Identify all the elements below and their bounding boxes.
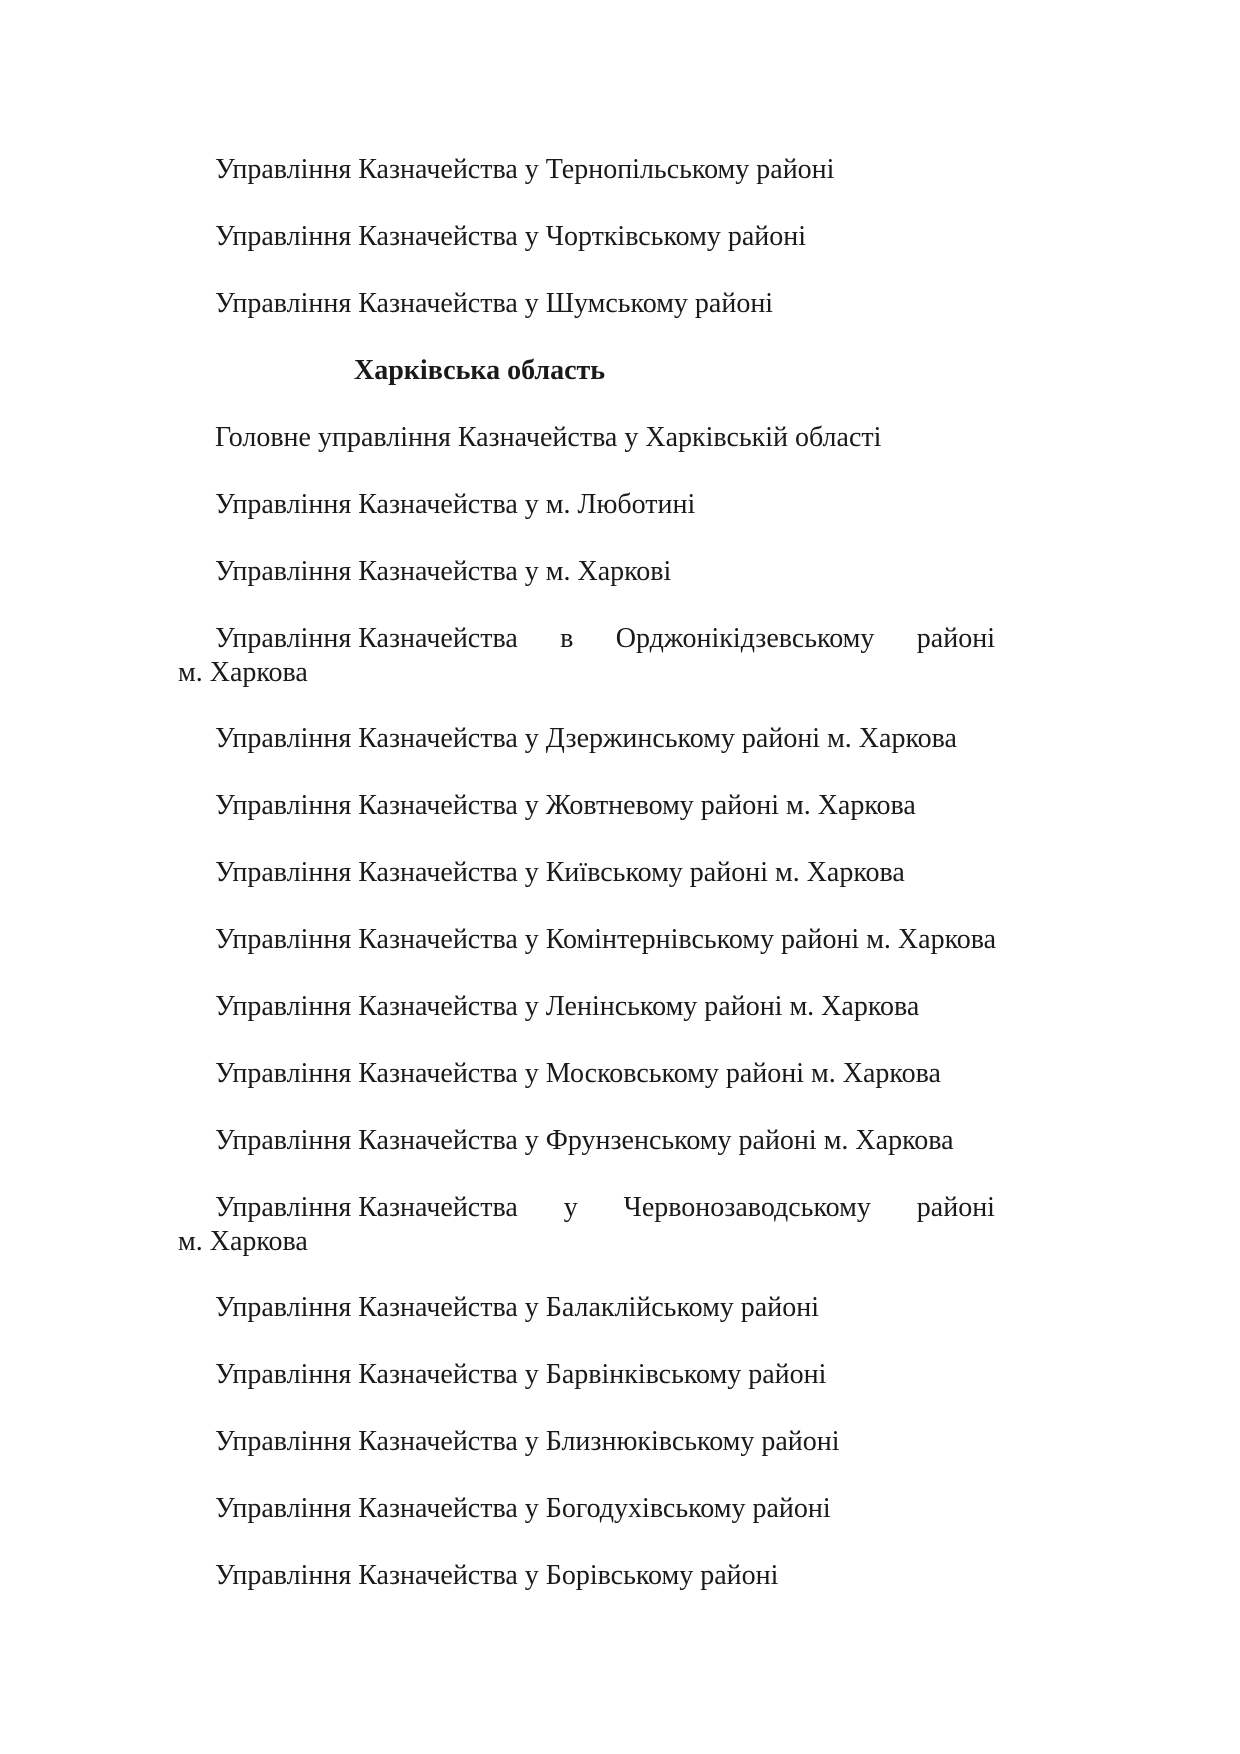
list-item: Управління Казначейства у Дзержинському районі м. Харкова: [215, 723, 957, 754]
list-item: Управління Казначейства у Борівському районі: [215, 1560, 779, 1591]
list-item-word: районі: [916, 1192, 995, 1223]
section-heading: Харківська область: [354, 355, 606, 386]
list-item-continuation: м. Харкова: [178, 657, 308, 688]
list-item-word: Орджонікідзевському: [615, 623, 875, 654]
list-item: Управління Казначейства у Московському районі м. Харкова: [215, 1058, 941, 1089]
list-item-word: Управління Казначейства: [215, 623, 518, 654]
list-item: Управління Казначейства у Близнюківському районі: [215, 1426, 840, 1457]
list-item-word: в: [560, 623, 574, 654]
list-item-wrapped: [215, 622, 995, 656]
list-item-word: у: [563, 1192, 578, 1223]
list-item: Управління Казначейства у Шумському районі: [215, 288, 774, 319]
list-item-word: Управління Казначейства: [215, 1192, 518, 1223]
list-item: Управління Казначейства у м. Харкові: [215, 556, 672, 587]
list-item-wrapped: [215, 1191, 995, 1225]
list-item: Управління Казначейства у Барвінківському районі: [215, 1359, 827, 1390]
list-item: Управління Казначейства у Жовтневому районі м. Харкова: [215, 790, 916, 821]
list-item-word: Червонозаводському: [623, 1192, 871, 1223]
list-item: Управління Казначейства у Богодухівському районі: [215, 1493, 831, 1524]
list-item: Управління Казначейства у Фрунзенському районі м. Харкова: [215, 1125, 954, 1156]
list-item-word: районі: [916, 623, 995, 654]
list-item: Управління Казначейства у Ленінському районі м. Харкова: [215, 991, 920, 1022]
list-item: Головне управління Казначейства у Харківській області: [215, 422, 882, 453]
list-item: Управління Казначейства у Балаклійському районі: [215, 1292, 819, 1323]
list-item: Управління Казначейства у Тернопільському районі: [215, 154, 835, 185]
list-item: Управління Казначейства у Комінтернівському районі м. Харкова: [215, 924, 997, 955]
list-item-continuation: м. Харкова: [178, 1226, 308, 1257]
list-item: Управління Казначейства у Чортківському районі: [215, 221, 806, 252]
list-item: Управління Казначейства у Київському районі м. Харкова: [215, 857, 905, 888]
list-item: Управління Казначейства у м. Люботині: [215, 489, 696, 520]
